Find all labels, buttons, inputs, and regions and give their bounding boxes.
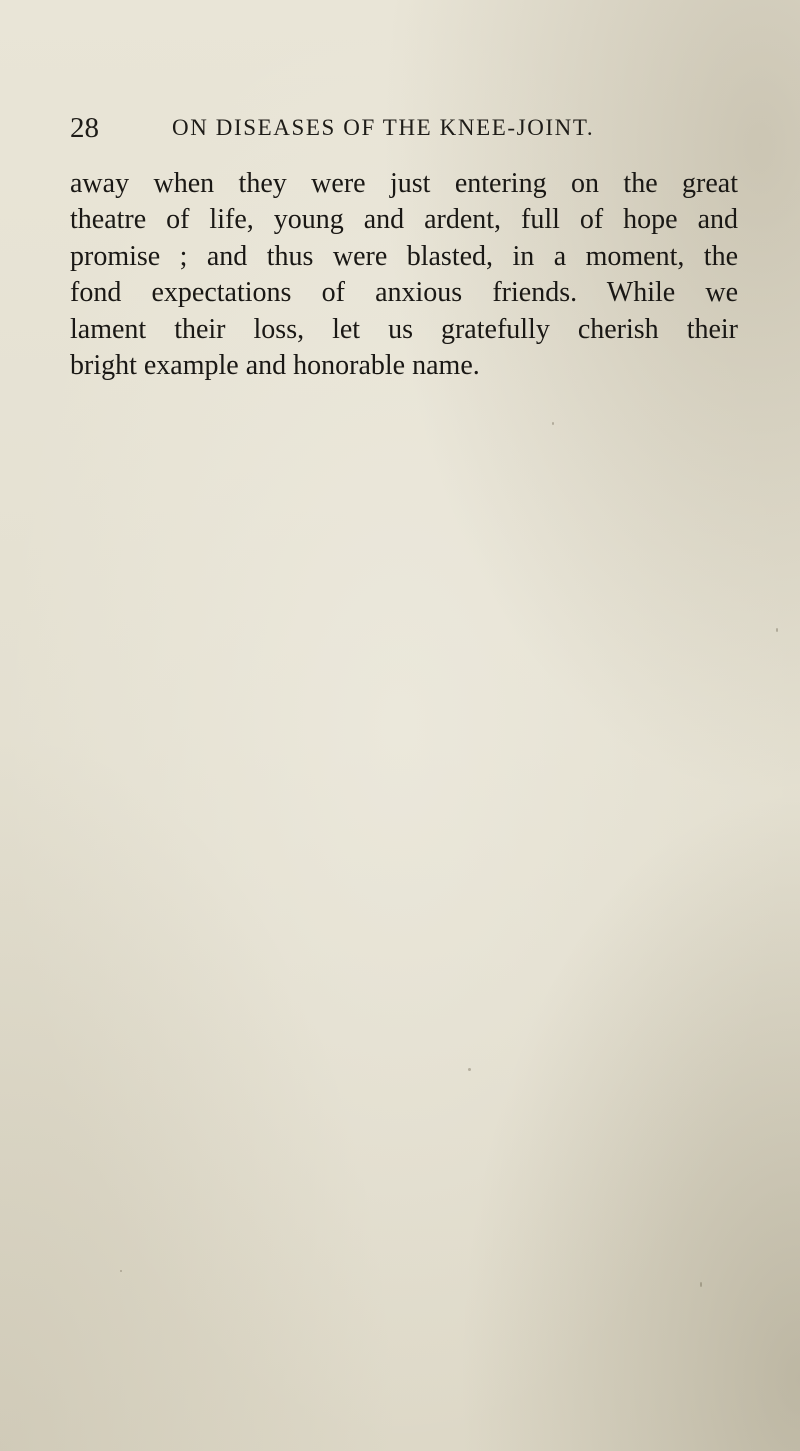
text-line: promise ; and thus were blasted, in a moment, the: [70, 240, 738, 272]
text-line: theatre of life, young and ardent, full of hope and: [70, 204, 738, 236]
paragraph: [70, 166, 738, 384]
page-number: 28: [70, 112, 99, 144]
text-line: lament their loss, let us gratefully cherish their: [70, 313, 738, 345]
text-line: fond expectations of anxious friends. While we: [70, 277, 738, 309]
paper-speck: [552, 422, 554, 425]
page-header: [70, 108, 740, 148]
paper-speck: [468, 1068, 471, 1071]
running-head: ON DISEASES OF THE KNEE-JOINT.: [172, 115, 595, 140]
text-line: away when they were just entering on the great: [70, 168, 738, 199]
paper-speck: [120, 1270, 122, 1272]
paper-speck: [700, 1282, 702, 1287]
text-line: bright example and honorable name.: [70, 350, 480, 382]
paper-speck: [776, 628, 778, 632]
